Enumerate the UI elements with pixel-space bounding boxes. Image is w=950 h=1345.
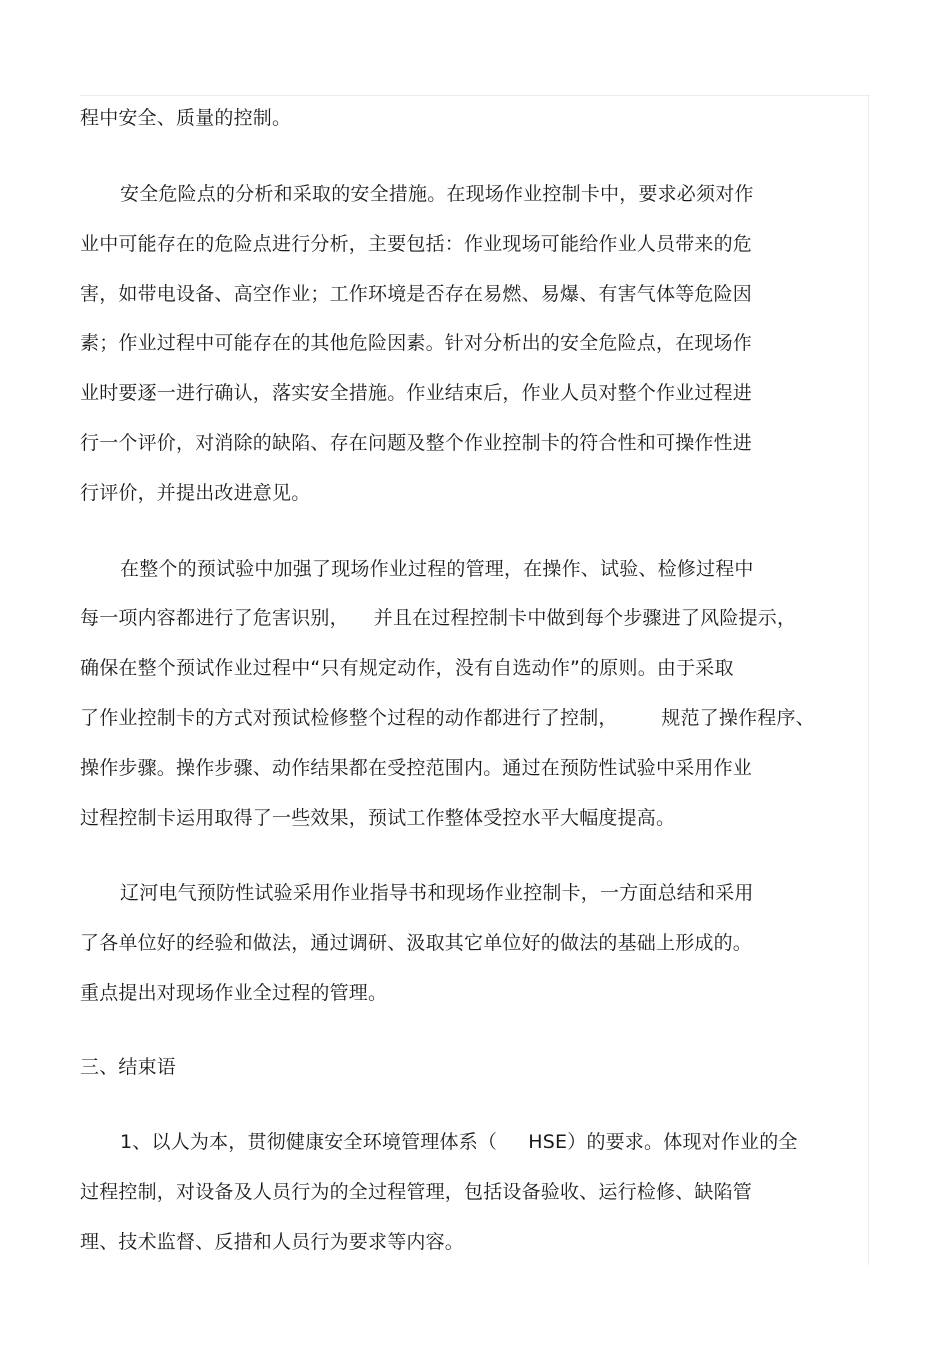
paragraph-line: 程中安全、质量的控制。 (80, 107, 292, 129)
paragraph-line: 1、以人为本，贯彻健康安全环境管理体系（ HSE）的要求。体现对作业的全 (120, 1131, 798, 1153)
paragraph-line: 害，如带电设备、高空作业；工作环境是否存在易燃、易爆、有害气体等危险因 (80, 283, 753, 305)
paragraph-line: 行评价，并提出改进意见。 (80, 482, 311, 504)
paragraph-line: 确保在整个预试作业过程中“只有规定动作，没有自选动作”的原则。由于采取 (80, 657, 734, 679)
paragraph-line: 每一项内容都进行了危害识别， 并且在过程控制卡中做到每个步骤进了风险提示， (80, 607, 797, 629)
paragraph-line: 操作步骤。操作步骤、动作结果都在受控范围内。通过在预防性试验中采用作业 (80, 757, 753, 779)
paragraph-line: 业时要逐一进行确认，落实安全措施。作业结束后，作业人员对整个作业过程进 (80, 382, 753, 404)
paragraph-line: 理、技术监督、反措和人员行为要求等内容。 (80, 1231, 465, 1253)
paragraph-line: 过程控制卡运用取得了一些效果，预试工作整体受控水平大幅度提高。 (80, 807, 676, 829)
paragraph-line: 过程控制，对设备及人员行为的全过程管理，包括设备验收、运行检修、缺陷管 (80, 1181, 753, 1203)
paragraph-line: 安全危险点的分析和采取的安全措施。在现场作业控制卡中，要求必须对作 (120, 183, 754, 205)
paragraph-line: 了各单位好的经验和做法，通过调研、汲取其它单位好的做法的基础上形成的。 (80, 932, 753, 954)
paragraph-line: 辽河电气预防性试验采用作业指导书和现场作业控制卡，一方面总结和采用 (120, 882, 754, 904)
paragraph-line: 了作业控制卡的方式对预试检修整个过程的动作都进行了控制， 规范了操作程序、 (80, 707, 815, 729)
page-border-top (80, 95, 870, 96)
paragraph-line: 业中可能存在的危险点进行分析，主要包括：作业现场可能给作业人员带来的危 (80, 233, 753, 255)
section-heading: 三、结束语 (80, 1056, 177, 1078)
page-border-right (868, 95, 869, 1265)
paragraph-line: 行一个评价，对消除的缺陷、存在问题及整个作业控制卡的符合性和可操作性进 (80, 432, 753, 454)
paragraph-line: 在整个的预试验中加强了现场作业过程的管理，在操作、试验、检修过程中 (120, 558, 754, 580)
paragraph-line: 重点提出对现场作业全过程的管理。 (80, 982, 388, 1004)
paragraph-line: 素；作业过程中可能存在的其他危险因素。针对分析出的安全危险点，在现场作 (80, 332, 753, 354)
